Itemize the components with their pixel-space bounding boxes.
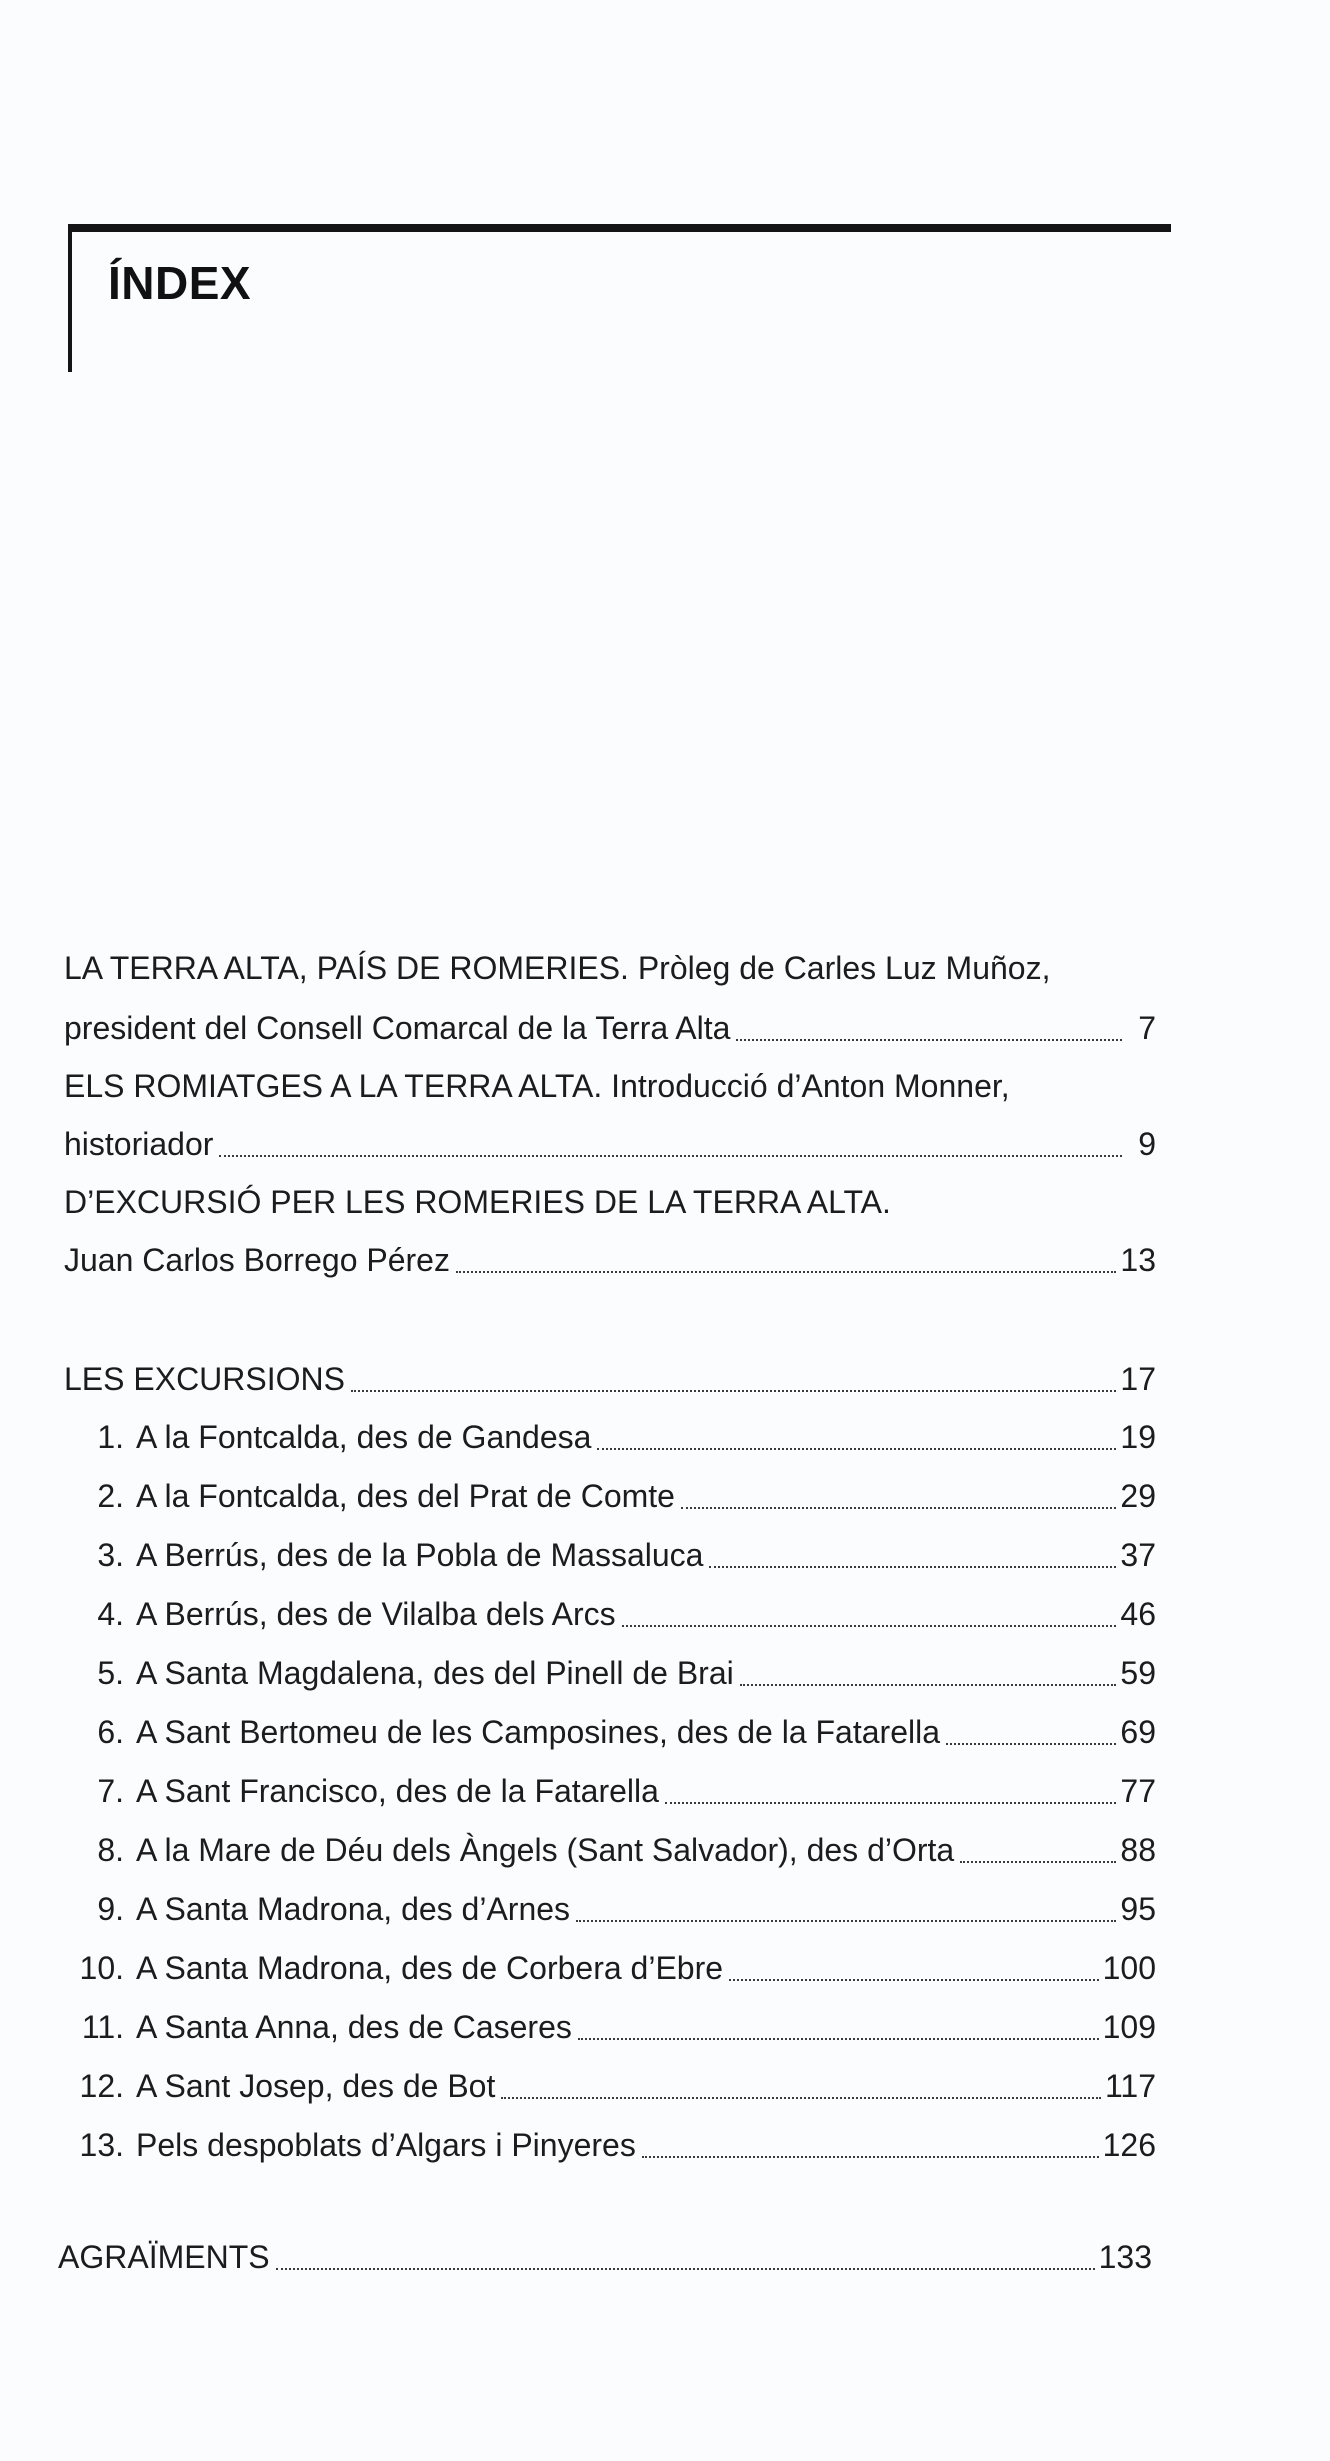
- dot-leader: [946, 1743, 1116, 1745]
- toc-excursion-number: 3.: [97, 1537, 124, 1573]
- dot-leader: [351, 1390, 1116, 1392]
- toc-excursion-page: 117: [1104, 2068, 1156, 2104]
- toc-entry-intro-line1: [64, 1062, 1156, 1110]
- toc-excursion-label: A Berrús, des de la Pobla de Massaluca: [136, 1537, 704, 1573]
- toc-section-excursions-label: LES EXCURSIONS: [64, 1361, 345, 1397]
- toc-entry-prolog-author: president del Consell Comarcal de la Terra Alta: [64, 1010, 731, 1046]
- toc-excursion-label: A Berrús, des de Vilalba dels Arcs: [136, 1596, 616, 1632]
- toc-excursion-label: A Sant Josep, des de Bot: [136, 2068, 496, 2104]
- toc-excursion-page: 46: [1120, 1596, 1156, 1632]
- toc-excursion-number: 11.: [81, 2009, 124, 2045]
- toc-excursion-page: 69: [1120, 1714, 1156, 1750]
- toc-entry-excursio-line1: [64, 1178, 1156, 1226]
- toc-section-excursions: [64, 1355, 1156, 1403]
- toc-excursion-item: [64, 1413, 1156, 1461]
- dot-leader: [597, 1448, 1116, 1450]
- toc-entry-prolog-title: LA TERRA ALTA, PAÍS DE ROMERIES. Pròleg de Carles Luz Muñoz,: [64, 950, 1051, 986]
- toc-excursion-item: [64, 1767, 1156, 1815]
- toc-section-acknowledgements: [58, 2233, 1152, 2281]
- toc-entry-excursio-page: 13: [1120, 1242, 1156, 1278]
- toc-excursion-item: [64, 1708, 1156, 1756]
- dot-leader: [578, 2038, 1099, 2040]
- toc-excursion-number: 4.: [97, 1596, 124, 1632]
- dot-leader: [501, 2097, 1101, 2099]
- toc-entry-excursio-author: Juan Carlos Borrego Pérez: [64, 1242, 450, 1278]
- toc-excursion-label: A Sant Bertomeu de les Camposines, des de la Fatarella: [136, 1714, 940, 1750]
- toc-excursion-number: 2.: [97, 1478, 124, 1514]
- toc-excursion-item: [64, 1472, 1156, 1520]
- toc-entry-intro-title: ELS ROMIATGES A LA TERRA ALTA. Introducció d’Anton Monner,: [64, 1068, 1010, 1104]
- toc-entry-excursio-title: D’EXCURSIÓ PER LES ROMERIES DE LA TERRA ALTA.: [64, 1184, 891, 1220]
- toc-entry-intro-author: historiador: [64, 1126, 214, 1162]
- toc-excursion-item: [64, 1944, 1156, 1992]
- dot-leader: [622, 1625, 1117, 1627]
- toc-excursion-label: A Sant Francisco, des de la Fatarella: [136, 1773, 659, 1809]
- toc-excursion-page: 126: [1102, 2127, 1156, 2163]
- toc-excursion-number: 13.: [79, 2127, 124, 2163]
- dot-leader: [709, 1566, 1116, 1568]
- toc-entry-excursio-line2: [64, 1236, 1156, 1284]
- toc-excursion-number: 6.: [97, 1714, 124, 1750]
- toc-excursion-page: 29: [1120, 1478, 1156, 1514]
- header-left-rule: [68, 224, 72, 372]
- toc-excursion-label: A Santa Magdalena, des del Pinell de Brai: [136, 1655, 734, 1691]
- toc-excursion-page: 100: [1102, 1950, 1156, 1986]
- toc-entry-prolog-line2: [64, 1004, 1156, 1052]
- toc-excursion-number: 9.: [97, 1891, 124, 1927]
- toc-excursion-item: [64, 1531, 1156, 1579]
- toc-excursion-item: [64, 2003, 1156, 2051]
- dot-leader: [456, 1271, 1116, 1273]
- dot-leader: [665, 1802, 1116, 1804]
- toc-excursion-label: A la Mare de Déu dels Àngels (Sant Salvador), des d’Orta: [136, 1832, 955, 1868]
- toc-excursion-item: [64, 1885, 1156, 1933]
- dot-leader: [729, 1979, 1099, 1981]
- toc-excursion-number: 5.: [97, 1655, 124, 1691]
- toc-excursion-page: 19: [1120, 1419, 1156, 1455]
- toc-excursion-label: A Santa Madrona, des de Corbera d’Ebre: [136, 1950, 724, 1986]
- toc-section-acknowledgements-page: 133: [1098, 2239, 1152, 2275]
- toc-excursion-page: 88: [1120, 1832, 1156, 1868]
- toc-excursion-number: 10.: [79, 1950, 124, 1986]
- dot-leader: [276, 2268, 1095, 2270]
- toc-excursion-label: A Santa Anna, des de Caseres: [136, 2009, 572, 2045]
- header-top-rule: [68, 224, 1171, 232]
- toc-excursion-label: A la Fontcalda, des de Gandesa: [136, 1419, 592, 1455]
- toc-excursion-label: Pels despoblats d’Algars i Pinyeres: [136, 2127, 636, 2163]
- dot-leader: [740, 1684, 1117, 1686]
- toc-entry-prolog-line1: [64, 944, 1156, 992]
- toc-section-acknowledgements-label: AGRAÏMENTS: [58, 2239, 270, 2275]
- toc-entry-intro-line2: [64, 1120, 1156, 1168]
- toc-excursion-number: 7.: [97, 1773, 124, 1809]
- toc-excursion-item: [64, 1826, 1156, 1874]
- toc-entry-intro-page: 9: [1138, 1126, 1156, 1162]
- dot-leader: [681, 1507, 1116, 1509]
- toc-excursion-page: 37: [1120, 1537, 1156, 1573]
- toc-entry-prolog-page: 7: [1138, 1010, 1156, 1046]
- toc-excursion-page: 77: [1120, 1773, 1156, 1809]
- dot-leader: [736, 1039, 1122, 1041]
- toc-excursion-label: A la Fontcalda, des del Prat de Comte: [136, 1478, 675, 1514]
- toc-excursion-page: 59: [1120, 1655, 1156, 1691]
- page-title: ÍNDEX: [108, 257, 252, 309]
- toc-excursion-number: 1.: [97, 1419, 124, 1455]
- toc-excursion-item: [64, 1590, 1156, 1638]
- toc-excursion-item: [64, 1649, 1156, 1697]
- dot-leader: [219, 1155, 1122, 1157]
- toc-excursion-item: [64, 2121, 1156, 2169]
- dot-leader: [960, 1861, 1116, 1863]
- toc-section-excursions-page: 17: [1120, 1361, 1156, 1397]
- toc-excursion-page: 109: [1102, 2009, 1156, 2045]
- toc-excursion-page: 95: [1120, 1891, 1156, 1927]
- toc-excursion-item: [64, 2062, 1156, 2110]
- toc-excursion-label: A Santa Madrona, des d’Arnes: [136, 1891, 571, 1927]
- dot-leader: [642, 2156, 1099, 2158]
- toc-excursion-number: 8.: [97, 1832, 124, 1868]
- dot-leader: [576, 1920, 1116, 1922]
- toc-excursion-number: 12.: [79, 2068, 124, 2104]
